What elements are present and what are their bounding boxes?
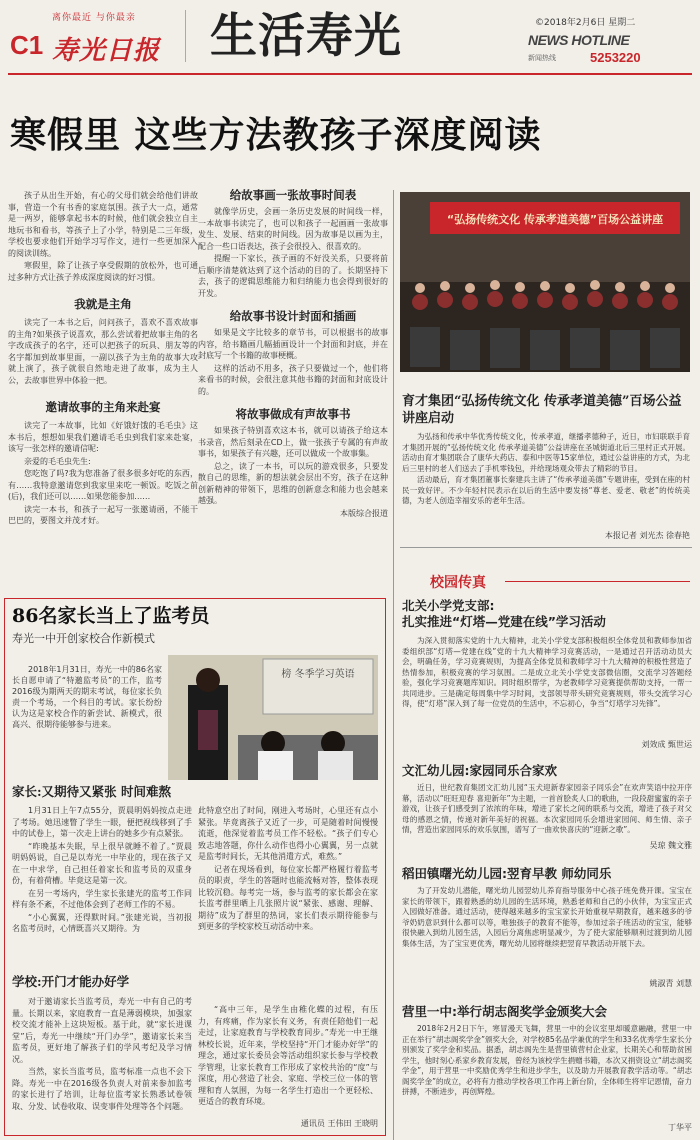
paragraph: 读完了一本书之后，问问孩子，喜欢不喜欢故事的主角?如果孩子说喜欢，那么尝试着把故事主角的名字改成孩子的名字，还可以把孩子的玩具、朋友等的名字都加到故事里面，一副以孩子为主角的故事大攻就上演了，孩子就很自然地走进了故事，成为主人公，去故事世界中体验一把。 (8, 318, 198, 385)
byline: 刘效成 甄世运 (641, 740, 692, 749)
exam-photo (168, 655, 378, 780)
feature-subhead: 寿光一中开创家校合作新模式 (12, 632, 155, 645)
paragraph: 您吃饱了吗?我为您准备了很多很多好吃的东西，有……我特意邀请您到我家里来吃一顿饭。吃饭之前(后)，我们还可以……如果您能参加…… (8, 469, 198, 501)
campus-item-body (402, 636, 692, 731)
paragraph: 如果孩子特别喜欢这本书，就可以请孩子给这本书录音，然后刻录在CD上，做一张孩子专属的有声故事书，如果孩子有兴趣，还可以做成一个故事集。 (198, 426, 388, 458)
slogan: 离你最近 与你最亲 (52, 13, 136, 23)
feature-col1 (12, 996, 192, 1131)
right-top-body (402, 432, 690, 528)
paragraph: 寒假里，除了让孩子享受假期的放松外，也可通过多种方式让孩子养成深度阅读的好习惯。 (8, 261, 198, 282)
subheading: 给故事书设计封面和插画 (229, 309, 357, 323)
byline: 本报记者 刘光杰 徐春艳 (604, 531, 690, 540)
campus-headline: 营里一中:举行胡志阁奖学金颁奖大会 (402, 1004, 607, 1019)
left-article (8, 190, 198, 590)
right-top-headline: 育才集团“弘扬传统文化 传承孝道美德”百场公益讲座启动 (402, 394, 682, 426)
masthead-separator (185, 10, 186, 62)
banner-text: “弘扬传统文化 传承孝道美德”百场公益讲座 (446, 213, 664, 226)
feature-subheading: 家长:又期待又紧张 时间难熬 (12, 784, 171, 799)
paper-logo-block (10, 6, 170, 66)
byline: 本版综合报道 (340, 508, 388, 518)
paragraph: 提醒一下家长，孩子画的不好没关系，只要将前后顺序清楚就达到了这个活动的目的了。长期坚持下去，孩子的逻辑思维能力和归纳能力也会得到很好的开发。 (198, 254, 388, 298)
paper-name-logo: 寿光日报 (52, 36, 161, 66)
paragraph: 此特意空出了时间，刚进入考场时，心里还有点小紧张。毕竟离孩子又近了一步，可是随着时间慢慢流逝，他深觉着监考员工作不轻松。“孩子们专心致志地答题，你什么动作也得小心翼翼，另一点就是监考时间长，无其他消遣方式，难熬。” (198, 806, 378, 861)
byline: 姚淑青 刘慧 (649, 979, 692, 988)
paragraph: 当然，家长当监考员，监考标准一点也不会下降。寿光一中在2016级各负责人对前来参加监考的家长进行了培训，让每位监考家长熟悉试卷领取、分发、试卷收取、误变事件处理等各个问题。 (12, 1067, 192, 1111)
section-title: 生活寿光 (210, 9, 402, 64)
campus-item-body (402, 783, 692, 838)
feature-subheading: 学校:开门才能办好学 (12, 974, 130, 989)
hotline-label: NEWS HOTLINE (528, 32, 630, 48)
campus-item-body (402, 1024, 692, 1120)
feature-headline: 86名家长当上了监考员 (12, 605, 210, 627)
paragraph: 为弘扬和传承中华优秀传统文化，传承孝道，继播孝德种子，近日，市妇联联手育才集团开展的“弘扬传统文化 传承孝道美德”公益讲座在圣城街道北后三里村正式开展。活动由育才集团联合了康华大药店、泰和中医等15家单位，通过公益讲座的方式，为北后三里村的老人们送去了手机零钱包，并给现场观众带去了精彩的节目。 (402, 432, 690, 473)
paragraph: 亲爱的毛毛虫先生: (24, 456, 91, 466)
paragraph: 总之，读了一本书，可以玩的游戏很多，只要发散自己的思维，新的想法就会层出不穷，孩子在这种创新精神的带领下，思维的创新意念和能力也会越来越强。 (198, 461, 388, 505)
campus-headline: 稻田镇曙光幼儿园:翌育早教 师幼同乐 (402, 866, 612, 881)
feature-col2 (198, 805, 378, 999)
byline: 通讯员 王伟田 王晓明 (300, 1119, 378, 1128)
feature-lead (12, 664, 162, 762)
paragraph: 读完了一本故事，比如《好饿好饿的毛毛虫》这本书后，想想如果我们邀请毛毛虫到我们家来赴宴，该写一张怎样的邀请信呢: (8, 421, 198, 453)
lecture-photo-art (400, 192, 690, 372)
feature-col1 (12, 805, 192, 967)
byline: 吴琼 魏文雅 (649, 841, 692, 850)
paragraph: 活动最后，育才集团董事长秦建兵主讲了“传承孝道美德”专题讲座，受到在座的村民一致好评。不少年轻村民表示在以后的生活中要发扬“尊老、爱老、敬老”的传统美德，为老人创造幸福安乐的老年生活。 (402, 475, 690, 505)
paragraph: 读完一本书，和孩子一起写一张邀请函，不能干巴巴的，要图文并茂才好。 (8, 504, 198, 525)
paragraph: 在另一考场内，学生家长张建光的监考工作同样有条不紊，不过他体会到了老师工作的不易。 (12, 888, 192, 909)
paragraph: 2018年1月31日，寿光一中的86名家长自愿申请了“特邀监考员”的工作，监考2016级为期两天的期末考试，每位家长负责一个考场，一个科目的考试。家长纷纷认为这是家校合作的新尝试、新模式，很高兴、很期待能够参与进来。 (12, 665, 162, 729)
board-text: 榜 冬季学习英语 (281, 669, 355, 680)
hotline-sub: 新闻热线 (528, 54, 556, 62)
paragraph: 1月31日上午7点55分，贾晨明妈妈按点走进了考场。她迅速瞥了学生一眼，便把视线移到了手中的试卷上，第一次走上讲台的她多少有点紧张。 (12, 806, 192, 838)
paragraph: 这样的活动不用多，孩子只要做过一个，他们将来看书的时候，会很注意其他书籍的封面和封底设计的。 (198, 363, 388, 396)
paragraph: “小心翼翼，还得默时间。”张建光说，当初报名监考员时，心情既喜兴又期待。为 (12, 912, 192, 933)
paragraph: 为深入贯彻落实党的十九大精神，北关小学党支部积极组织全体党员和教师参加省委组织部“灯塔—党建在线”党的十九大精神学习竞赛活动，一是通过召开活动动员大会，明确任务，学习竞赛规则，为提高全体党员和教师学习十九大精神的积极性营造了热情参加，积极竞赛的学习氛围。二是成立北关小学党支部微信圈，交流学习答题经验，强化学习竞赛题库知识。同时组织帮学，为老教师学习竞赛提供帮助支持，一帮一共同进步。三是确定每周集中学习时间，支部领导带头研究竞赛规则，带头交流学习心得，使“灯塔”深入到了每一位党员的生活中，不忘初心，争当“灯塔学习先锋”。 (402, 636, 692, 708)
paragraph: 2018年2月2日下午，寒冒漫天飞舞，营里一中的会议室里却暖意融融，营里一中正在举行“胡志阁奖学金”颁奖大会，对学校85名品学兼优的学生和33名优秀学生家长分别颁发了奖学金和奖品。据悉，胡志阁先生是营里镇营村企业家，长期关心和帮助贫困学生，他时刻心系家乡教育发展，曾经为该校学生捐赠书籍，本次又捐资设立“胡志阁奖学金”，用于营里一中奖励优秀学生和进步学生，以及助力开展教育教学活动等。“胡志阁奖学金”的成立，必将有力推动学校各项工作再上新台阶，全体师生将牢记恩情，奋力拼搏，不断进步，再创辉煌。 (402, 1024, 692, 1096)
paragraph: “昨晚基本失眠，早上很早就睡不着了。”贾晨明妈妈说，自己是以寿光一中毕业的，现在孩子又在一中求学，自己担任着家长和监考员的双重身份，有着荷槽。毕竟这是第一次。 (12, 841, 192, 885)
lecture-photo (400, 192, 690, 372)
paragraph: 就像学历史，会画一条历史发展的时间线一样，一本故事书读完了，也可以和孩子一起画画一张故事发生、发展、结束的时间线。因为故事是以画为主，配合一些口语表达，孩子会很投入、很喜欢的。 (198, 207, 388, 251)
page-code: C1 (10, 30, 44, 60)
subheading: 我就是主角 (74, 297, 132, 311)
paragraph: 近日，世纪教育集团文汇幼儿园“玉犬迎新春家园亲子同乐会”在欢声笑语中拉开序幕，活动以“旺旺迎春 喜迎新年”为主题，一首首脍炙人口的歌曲，一段段甜蜜蜜的亲子游戏，让孩子们感受到了浓浓的年味，增进了家长之间的联系与交流，增进了孩子对父母的感恩之情，传递对新年美好的祝福。本次家园同乐会增进家园间、师生情、亲子情，营造出家园同乐的欢乐氛围，谱写了一曲欢快喜庆的“迎新之歌”。 (402, 783, 692, 834)
byline: 丁华平 (668, 1123, 692, 1132)
issue-date: ©2018年2月6日 星期二 (535, 18, 636, 28)
paragraph: 为了开发幼儿潜能，曙光幼儿园翌幼儿养育指导服务中心孩子班免费开课。宝宝在家长的带领下，跟着熟悉的幼儿园的生活环境，熟悉老师和自己的小伙伴，为宝宝正式入园做好准备。通过活动，使得越来越多的宝宝家长开始重视早期教育，越来越多的爷爷奶奶意识到什么都可以等，唯独孩子的教育不能等，参加过亲子班活动的宝宝，能够很快融入到幼儿园生活，入园后分离焦虑明显减少，为了使大家能够顺利过渡到幼儿园集体生活，为了宝宝更优秀，曙光幼儿园将继续把翌育早教活动开展下去。 (402, 886, 692, 948)
exam-photo-art (168, 655, 378, 780)
paragraph: “高中三年，是学生由稚化蝶的过程，有压力，有疼痛，作为家长有义务，有责任陪他们一起走过，让家庭教育与学校教育同步。”寿光一中王继林校长说，近年来，学校坚持“开门才能办好学”的理念，通过家长委员会等活动组织家长参与学校教学管理，让家长教育工作形成了家校共治的“度”与深度，用心营造了社会、家庭、学校三位一体的管理和育人氛围，为每一名学生打造出一个更轻松、更适合的教育环境。 (198, 1005, 378, 1106)
paragraph: 如果是文字比较多的章节书，可以根据书的故事内容，给书籍画几幅插画设计一个封面和封底，并在封底写一个书籍的故事梗概。 (198, 328, 388, 360)
main-headline: 寒假里 这些方法教孩子深度阅读 (10, 114, 542, 156)
paragraph: 孩子从出生开始，有心的父母们就会给他们讲故事，营造一个有书香的家庭氛围。孩子大一点，通常是一两岁，能够拿起书本的时候，他们就会独立自主地玩书和看书，等孩子上了小学，特别是二三年级，学校也要求他们开始学习写作文，进行一些更加深入的阅读训练。 (8, 191, 198, 258)
campus-item-body (402, 886, 692, 972)
campus-label-bar (505, 581, 690, 582)
campus-headline: 文汇幼儿园:家园同乐合家欢 (402, 763, 557, 778)
column-divider (393, 190, 394, 1140)
middle-article (198, 188, 388, 588)
masthead (0, 0, 700, 72)
subheading: 给故事画一张故事时间表 (229, 188, 357, 202)
subheading: 将故事做成有声故事书 (235, 407, 351, 421)
paragraph: 对于邀请家长当监考员，寿光一中有自己的考量。长期以来，家庭教育一直是薄弱模块，加强家校交流才能补上这块短板。基于此，就“家长进课堂”后，寿光一中继续“开门办学”，邀请家长来当监考员，更好地了解孩子们的学风考纪及学习情况。 (12, 997, 192, 1064)
subheading: 邀请故事的主角来赴宴 (45, 400, 161, 414)
hotline-number: 5253220 (590, 50, 641, 65)
feature-col2 (198, 1004, 378, 1116)
section-divider (400, 547, 692, 548)
masthead-rule (8, 73, 692, 75)
campus-headline: 北关小学党支部: 扎实推进“灯塔—党建在线”学习活动 (402, 598, 606, 629)
paragraph: 记者在现场看到，每位家长都严格履行着监考员的职责，学生的答题时也能流畅对答，整体表现比较沉稳。每考完一场，参与监考的家长都会在家长监考群里晒上几张照片说“紧张、感谢、理解、期待”成为了群里的热词，家长们表示期待能参与到更多的学校家校互动活动中来。 (198, 864, 378, 931)
campus-section-label: 校园传真 (430, 575, 486, 591)
